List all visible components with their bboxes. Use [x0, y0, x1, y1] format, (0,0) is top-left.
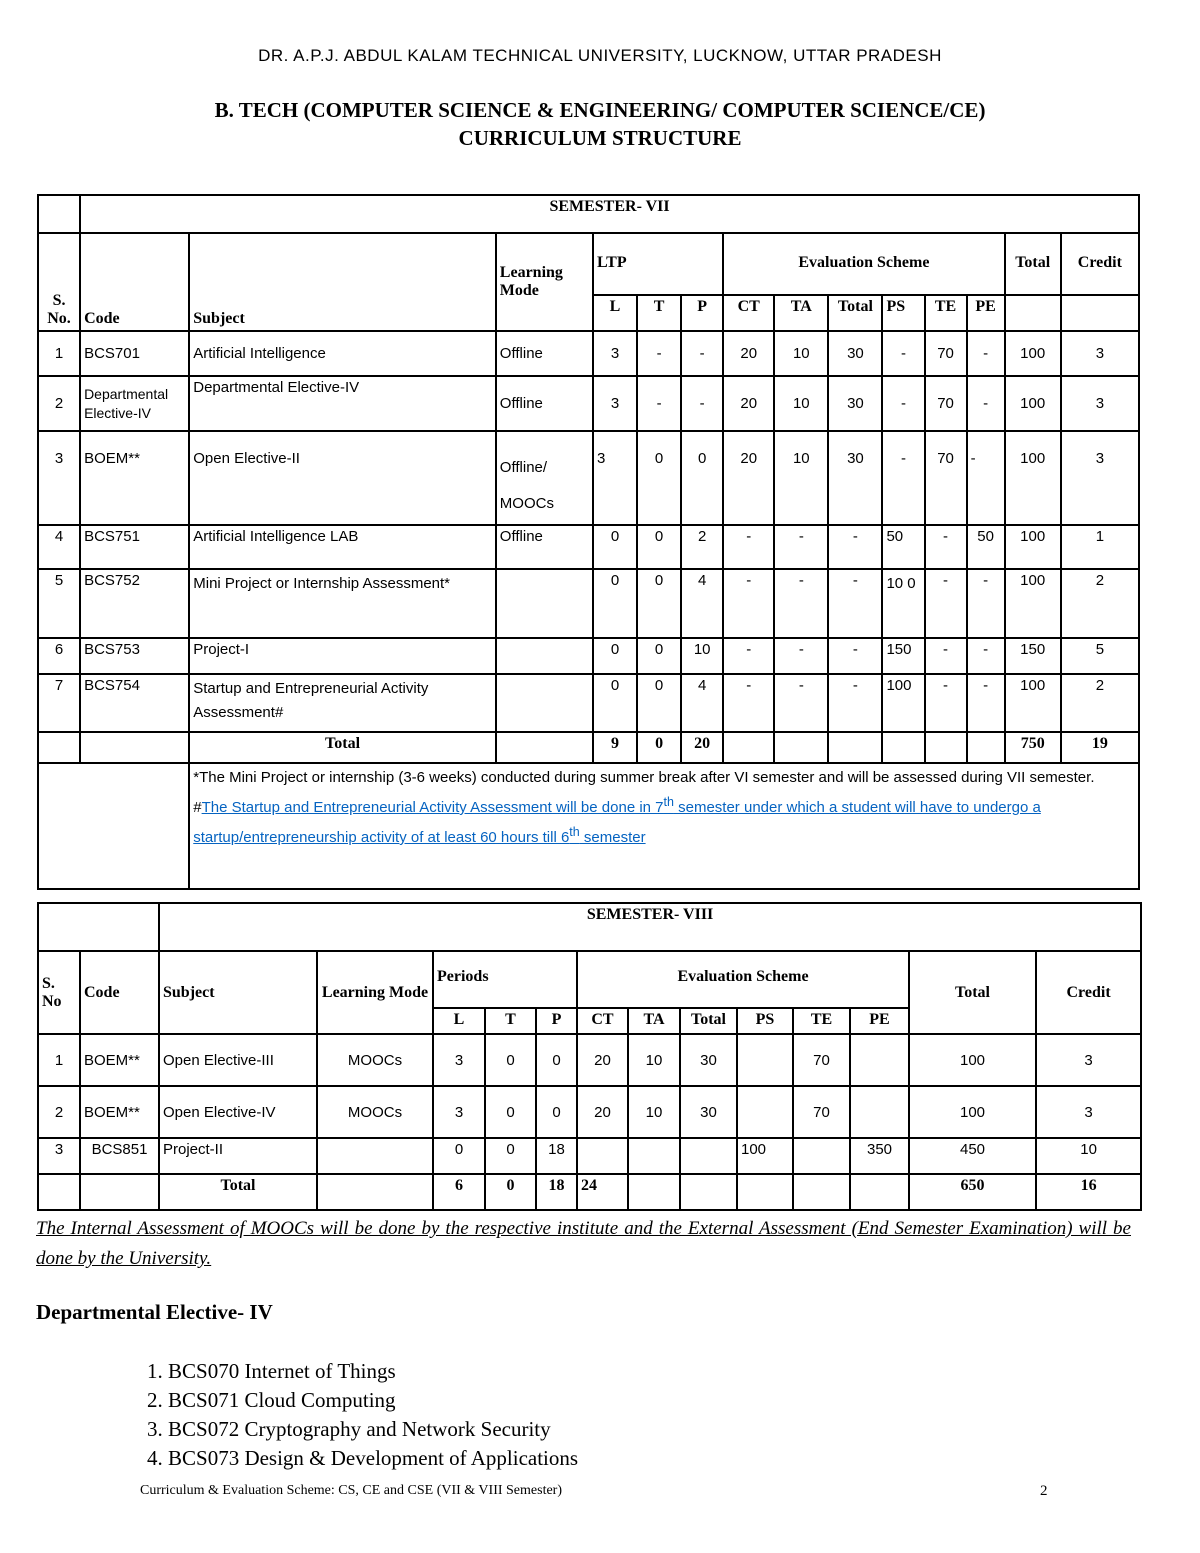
blank-cell	[628, 1174, 680, 1210]
cell-subject: Open Elective-IV	[159, 1086, 317, 1138]
total-t: 0	[637, 732, 681, 763]
cell-ta: 10	[628, 1086, 680, 1138]
total-row	[38, 1174, 1141, 1210]
list-item: 3. BCS072 Cryptography and Network Security	[168, 1415, 578, 1444]
table-row	[38, 525, 1139, 569]
blank-cell	[723, 732, 774, 763]
cell-eval-total: -	[828, 525, 882, 569]
cell-p: 0	[536, 1034, 577, 1086]
cell-pe: -	[967, 376, 1005, 431]
cell-credit: 3	[1061, 376, 1139, 431]
header-t: T	[485, 1008, 536, 1034]
cell-code: BCS753	[80, 638, 189, 674]
cell-subject: Artificial Intelligence	[189, 331, 496, 376]
header-evaluation-scheme: Evaluation Scheme	[723, 233, 1004, 295]
total-l: 9	[593, 732, 637, 763]
cell-subject: Departmental Elective-IV	[189, 376, 496, 431]
cell-ct: 20	[723, 431, 774, 525]
cell-subject: Artificial Intelligence LAB	[189, 525, 496, 569]
cell-l: 3	[593, 331, 637, 376]
cell-te: -	[925, 569, 967, 638]
table-row	[38, 331, 1139, 376]
header-periods: Periods	[433, 951, 577, 1008]
cell-ta: 10	[774, 431, 828, 525]
cell-subject: Startup and Entrepreneurial Activity Assessment#	[189, 674, 496, 732]
cell-total: 100	[1005, 431, 1061, 525]
table-row	[38, 1034, 1141, 1086]
blank-cell	[80, 732, 189, 763]
header-l: L	[593, 295, 637, 331]
cell-p: -	[681, 331, 723, 376]
cell-sno: 3	[38, 431, 80, 525]
total-p: 20	[681, 732, 723, 763]
cell-eval-total: 30	[680, 1034, 737, 1086]
cell-code: BCS851	[80, 1138, 159, 1174]
cell-subject: Project-I	[189, 638, 496, 674]
total-total: 750	[1005, 732, 1061, 763]
cell-ps: -	[882, 376, 924, 431]
cell-ps: -	[882, 431, 924, 525]
header-sno: S. No.	[38, 233, 80, 331]
cell-l: 0	[593, 638, 637, 674]
cell-ct: 20	[577, 1086, 628, 1138]
cell-te: -	[925, 674, 967, 732]
cell-pe	[850, 1086, 909, 1138]
cell-mode: Offline	[496, 525, 593, 569]
header-ta: TA	[628, 1008, 680, 1034]
cell-t: 0	[637, 431, 681, 525]
total-row	[38, 732, 1139, 763]
cell-sno: 3	[38, 1138, 80, 1174]
startup-note-text	[193, 795, 1041, 846]
startup-note-hash: #	[193, 799, 202, 816]
cell-subject: Open Elective-III	[159, 1034, 317, 1086]
total-label: Total	[159, 1174, 317, 1210]
cell-total: 450	[909, 1138, 1036, 1174]
cell-credit: 10	[1036, 1138, 1141, 1174]
cell-ps: 150	[882, 638, 924, 674]
cell-te: 70	[925, 431, 967, 525]
total-total: 650	[909, 1174, 1036, 1210]
cell-p: 4	[681, 569, 723, 638]
header-eval-total: Total	[828, 295, 882, 331]
cell-pe: -	[967, 331, 1005, 376]
cell-sno: 2	[38, 376, 80, 431]
cell-credit: 2	[1061, 674, 1139, 732]
cell-t: -	[637, 331, 681, 376]
cell-te: 70	[925, 376, 967, 431]
cell-p: -	[681, 376, 723, 431]
cell-mode: Offline	[496, 376, 593, 431]
cell-ps: 100	[737, 1138, 793, 1174]
startup-note-part-b: semester under which a student will have to undergo a startup/entrepreneurship activity of at least 60 hours till 6	[193, 799, 1041, 846]
list-item: 4. BCS073 Design & Development of Applications	[168, 1444, 578, 1473]
cell-l: 3	[433, 1034, 485, 1086]
cell-pe: -	[967, 569, 1005, 638]
header-pe: PE	[850, 1008, 909, 1034]
cell-credit: 3	[1036, 1034, 1141, 1086]
cell-total: 150	[1005, 638, 1061, 674]
header-ps: PS	[882, 295, 924, 331]
blank-cell	[882, 732, 924, 763]
header-te: TE	[925, 295, 967, 331]
cell-l: 3	[593, 376, 637, 431]
cell-pe: -	[967, 431, 1005, 525]
table-row	[38, 638, 1139, 674]
cell-p: 10	[681, 638, 723, 674]
cell-code: Departmental Elective-IV	[80, 376, 189, 431]
cell-l: 3	[593, 431, 637, 525]
cell-eval-total: -	[828, 638, 882, 674]
cell-mode	[317, 1138, 433, 1174]
cell-total: 100	[909, 1086, 1036, 1138]
header-credit: Credit	[1061, 233, 1139, 295]
table-row	[38, 1086, 1141, 1138]
blank-cell	[80, 1174, 159, 1210]
cell-ps: 10 0	[882, 569, 924, 638]
cell-t: 0	[485, 1138, 536, 1174]
startup-note-sup-2: th	[569, 825, 580, 839]
cell-code: BOEM**	[80, 1086, 159, 1138]
blank-cell	[793, 1174, 850, 1210]
header-credit: Credit	[1036, 951, 1141, 1034]
cell-te: 70	[925, 331, 967, 376]
cell-l: 3	[433, 1086, 485, 1138]
cell-ct: -	[723, 674, 774, 732]
cell-ps	[737, 1034, 793, 1086]
cell-pe: 50	[967, 525, 1005, 569]
mini-project-note: *The Mini Project or internship (3-6 weeks) conducted during summer break after VI semester and will be assessed during VII semester.	[193, 769, 1095, 786]
cell-ps: 100	[882, 674, 924, 732]
cell-ta: -	[774, 638, 828, 674]
cell-sno: 1	[38, 331, 80, 376]
cell-t: 0	[637, 638, 681, 674]
cell-ta: -	[774, 569, 828, 638]
table-row	[38, 431, 1139, 525]
cell-p: 0	[681, 431, 723, 525]
cell-total: 100	[1005, 674, 1061, 732]
cell-code: BOEM**	[80, 431, 189, 525]
total-t: 0	[485, 1174, 536, 1210]
cell-t: 0	[637, 525, 681, 569]
startup-note-sup-1: th	[663, 795, 674, 809]
cell-credit: 3	[1036, 1086, 1141, 1138]
cell-ct: -	[723, 525, 774, 569]
blank-cell	[38, 195, 80, 233]
header-total: Total	[1005, 233, 1061, 295]
cell-code: BCS701	[80, 331, 189, 376]
cell-credit: 3	[1061, 331, 1139, 376]
cell-te	[793, 1138, 850, 1174]
title-line-1: B. TECH (COMPUTER SCIENCE & ENGINEERING/ COMPUTER SCIENCE/CE)	[214, 98, 986, 122]
header-learning-mode: Learning Mode	[496, 233, 593, 331]
blank-cell	[38, 903, 159, 951]
cell-pe: -	[967, 674, 1005, 732]
table-row	[38, 1138, 1141, 1174]
blank-cell	[828, 732, 882, 763]
cell-eval-total: -	[828, 569, 882, 638]
semester-8-table	[37, 902, 1142, 1211]
cell-eval-total: 30	[828, 331, 882, 376]
cell-credit: 2	[1061, 569, 1139, 638]
startup-note-part-c: semester	[579, 829, 646, 846]
cell-total: 100	[1005, 331, 1061, 376]
cell-eval-total: 30	[828, 431, 882, 525]
cell-ct: -	[723, 638, 774, 674]
cell-mode	[496, 638, 593, 674]
cell-l: 0	[593, 569, 637, 638]
cell-total: 100	[909, 1034, 1036, 1086]
cell-t: -	[637, 376, 681, 431]
header-l: L	[433, 1008, 485, 1034]
cell-pe: 350	[850, 1138, 909, 1174]
semester-7-label: SEMESTER- VII	[80, 195, 1139, 233]
cell-eval-total: 30	[828, 376, 882, 431]
cell-ta: -	[774, 525, 828, 569]
header-te: TE	[793, 1008, 850, 1034]
cell-total: 100	[1005, 569, 1061, 638]
departmental-elective-list	[130, 1357, 578, 1473]
blank-cell	[925, 732, 967, 763]
list-item: 2. BCS071 Cloud Computing	[168, 1386, 578, 1415]
total-label: Total	[189, 732, 496, 763]
header-pe: PE	[967, 295, 1005, 331]
cell-code: BOEM**	[80, 1034, 159, 1086]
table-row	[38, 569, 1139, 638]
blank-cell	[680, 1174, 737, 1210]
cell-p: 4	[681, 674, 723, 732]
cell-t: 0	[637, 674, 681, 732]
cell-ct: 20	[723, 331, 774, 376]
cell-te: -	[925, 525, 967, 569]
cell-t: 0	[485, 1086, 536, 1138]
table-row	[38, 376, 1139, 431]
cell-l: 0	[593, 525, 637, 569]
cell-ct: 20	[723, 376, 774, 431]
cell-eval-total: -	[828, 674, 882, 732]
total-credit: 16	[1036, 1174, 1141, 1210]
mode-line-2: MOOCs	[499, 495, 554, 512]
cell-ta	[628, 1138, 680, 1174]
mooc-assessment-note: The Internal Assessment of MOOCs will be done by the respective institute and the External Assessment (End Semester Examination) will be done by the University.	[36, 1218, 1131, 1269]
table-row	[38, 674, 1139, 732]
blank-cell	[774, 732, 828, 763]
cell-p: 0	[536, 1086, 577, 1138]
header-total: Total	[909, 951, 1036, 1034]
total-l: 6	[433, 1174, 485, 1210]
cell-mode	[496, 674, 593, 732]
cell-pe	[850, 1034, 909, 1086]
header-ltp: LTP	[593, 233, 723, 295]
blank-cell	[850, 1174, 909, 1210]
cell-sno: 5	[38, 569, 80, 638]
total-ct: 24	[577, 1174, 628, 1210]
cell-mode: Offline	[496, 331, 593, 376]
cell-p: 2	[681, 525, 723, 569]
cell-ta: 10	[774, 376, 828, 431]
cell-ps: 50	[882, 525, 924, 569]
cell-ct: 20	[577, 1034, 628, 1086]
cell-ct: -	[723, 569, 774, 638]
notes-cell	[189, 763, 1139, 889]
cell-t: 0	[637, 569, 681, 638]
blank-cell	[496, 732, 593, 763]
cell-sno: 2	[38, 1086, 80, 1138]
cell-ct	[577, 1138, 628, 1174]
blank-cell	[737, 1174, 793, 1210]
title-line-2: CURRICULUM STRUCTURE	[458, 126, 742, 150]
header-sno: S. No	[38, 951, 80, 1034]
semester-7-table	[37, 194, 1140, 890]
blank-cell	[38, 1174, 80, 1210]
cell-credit: 1	[1061, 525, 1139, 569]
startup-note	[193, 790, 1135, 850]
document-title	[0, 96, 1200, 152]
header-t: T	[637, 295, 681, 331]
cell-ta: -	[774, 674, 828, 732]
cell-mode: MOOCs	[317, 1086, 433, 1138]
total-p: 18	[536, 1174, 577, 1210]
mode-line-1: Offline/	[499, 459, 548, 476]
cell-code: BCS751	[80, 525, 189, 569]
cell-credit: 3	[1061, 431, 1139, 525]
departmental-elective-heading: Departmental Elective- IV	[36, 1300, 273, 1324]
blank-cell	[38, 732, 80, 763]
cell-l: 0	[433, 1138, 485, 1174]
cell-sno: 6	[38, 638, 80, 674]
cell-code: BCS754	[80, 674, 189, 732]
cell-code: BCS752	[80, 569, 189, 638]
blank-cell	[38, 763, 189, 889]
blank-cell	[1005, 295, 1061, 331]
total-credit: 19	[1061, 732, 1139, 763]
header-code: Code	[80, 233, 189, 331]
cell-total: 100	[1005, 525, 1061, 569]
cell-eval-total: 30	[680, 1086, 737, 1138]
header-ct: CT	[723, 295, 774, 331]
startup-note-part-a: The Startup and Entrepreneurial Activity Assessment will be done in 7	[201, 799, 664, 816]
blank-cell	[967, 732, 1005, 763]
header-ps: PS	[737, 1008, 793, 1034]
cell-subject: Mini Project or Internship Assessment*	[189, 569, 496, 638]
cell-ps	[737, 1086, 793, 1138]
cell-te: 70	[793, 1086, 850, 1138]
cell-t: 0	[485, 1034, 536, 1086]
semester-8-label: SEMESTER- VIII	[159, 903, 1141, 951]
cell-ta: 10	[774, 331, 828, 376]
header-eval-total: Total	[680, 1008, 737, 1034]
cell-credit: 5	[1061, 638, 1139, 674]
header-code: Code	[80, 951, 159, 1034]
cell-ps: -	[882, 331, 924, 376]
page-number: 2	[1040, 1483, 1048, 1499]
blank-cell	[1061, 295, 1139, 331]
cell-pe: -	[967, 638, 1005, 674]
cell-total: 100	[1005, 376, 1061, 431]
cell-eval-total	[680, 1138, 737, 1174]
cell-mode	[496, 431, 593, 525]
cell-sno: 7	[38, 674, 80, 732]
cell-te: 70	[793, 1034, 850, 1086]
header-evaluation-scheme: Evaluation Scheme	[577, 951, 909, 1008]
cell-l: 0	[593, 674, 637, 732]
blank-cell	[317, 1174, 433, 1210]
cell-mode: MOOCs	[317, 1034, 433, 1086]
cell-ta: 10	[628, 1034, 680, 1086]
header-subject: Subject	[159, 951, 317, 1034]
cell-sno: 1	[38, 1034, 80, 1086]
cell-p: 18	[536, 1138, 577, 1174]
header-ct: CT	[577, 1008, 628, 1034]
page-footer: Curriculum & Evaluation Scheme: CS, CE and CSE (VII & VIII Semester)	[140, 1483, 563, 1498]
list-item: 1. BCS070 Internet of Things	[168, 1357, 578, 1386]
header-ta: TA	[774, 295, 828, 331]
header-subject: Subject	[189, 233, 496, 331]
header-learning-mode: Learning Mode	[317, 951, 433, 1034]
cell-te: -	[925, 638, 967, 674]
cell-mode	[496, 569, 593, 638]
cell-subject: Open Elective-II	[189, 431, 496, 525]
header-p: P	[681, 295, 723, 331]
header-p: P	[536, 1008, 577, 1034]
cell-subject: Project-II	[159, 1138, 317, 1174]
cell-sno: 4	[38, 525, 80, 569]
notes-row	[38, 763, 1139, 889]
university-name: DR. A.P.J. ABDUL KALAM TECHNICAL UNIVERSITY, LUCKNOW, UTTAR PRADESH	[258, 46, 942, 65]
